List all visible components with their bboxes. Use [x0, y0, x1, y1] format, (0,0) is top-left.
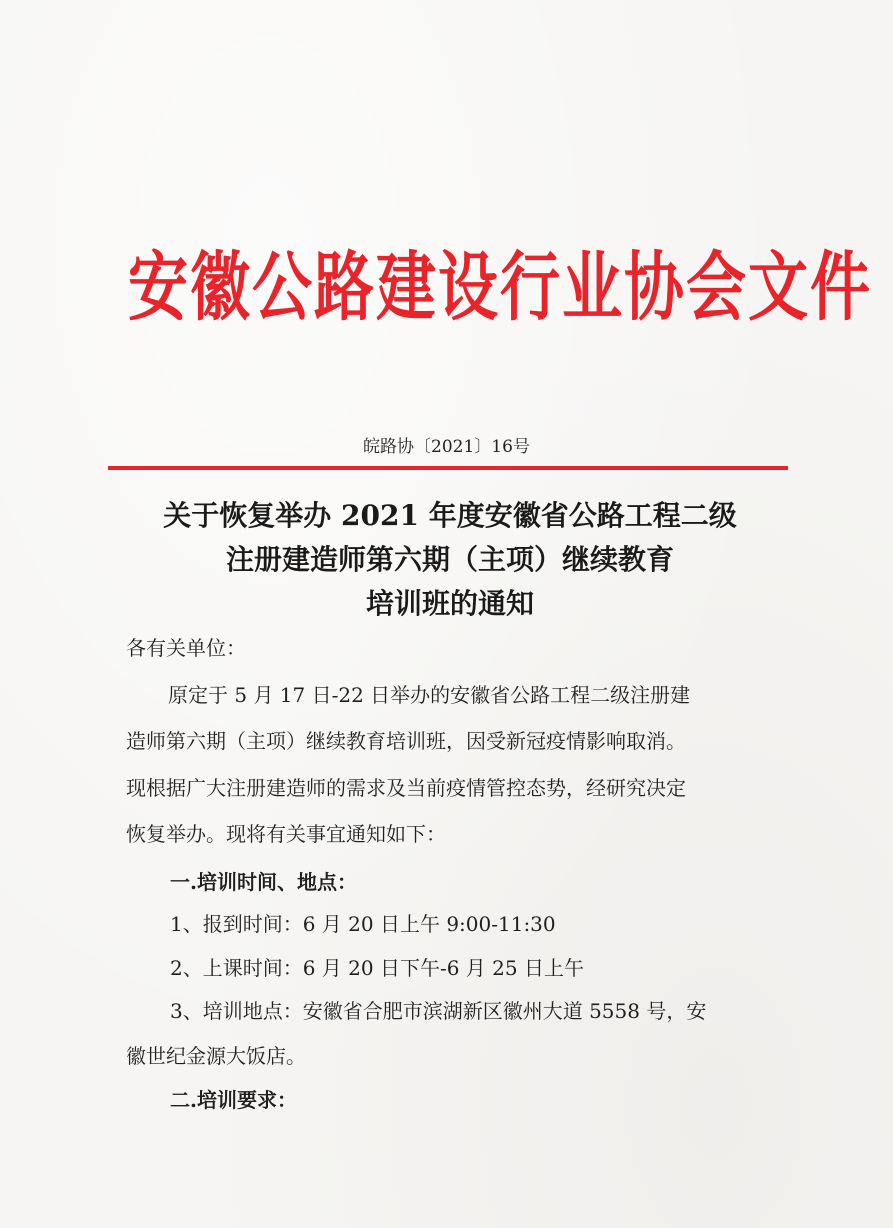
section-1-item-3-line-1: 3、培训地点：安徽省合肥市滨湖新区徽州大道 5558 号，安 [170, 999, 707, 1023]
masthead-title: 安徽公路建设行业协会文件 [128, 244, 872, 332]
notice-title-line-3: 培训班的通知 [365, 587, 534, 620]
salutation: 各有关单位： [126, 636, 246, 660]
paragraph-1-line-1: 原定于 5 月 17 日-22 日举办的安徽省公路工程二级注册建 [168, 683, 691, 707]
notice-title [100, 494, 800, 626]
red-divider-line [108, 466, 788, 470]
section-1-item-1: 1、报到时间：6 月 20 日上午 9:00-11:30 [170, 912, 556, 936]
notice-title-line-1: 关于恢复举办 2021 年度安徽省公路工程二级 [163, 499, 737, 532]
paragraph-1-line-2: 造师第六期（主项）继续教育培训班，因受新冠疫情影响取消。 [126, 729, 686, 753]
document-number: 皖路协〔2021〕16号 [363, 437, 530, 457]
paragraph-1-line-3: 现根据广大注册建造师的需求及当前疫情管控态势，经研究决定 [126, 776, 686, 800]
section-2-heading: 二.培训要求： [170, 1088, 297, 1112]
section-1-heading: 一.培训时间、地点： [170, 870, 357, 894]
section-1-item-2: 2、上课时间：6 月 20 日下午-6 月 25 日上午 [170, 956, 584, 980]
paragraph-1-line-4: 恢复举办。现将有关事宜通知如下： [126, 822, 446, 846]
notice-title-line-2: 注册建造师第六期（主项）继续教育 [225, 543, 674, 576]
section-1-item-3-line-2: 徽世纪金源大饭店。 [126, 1044, 306, 1068]
